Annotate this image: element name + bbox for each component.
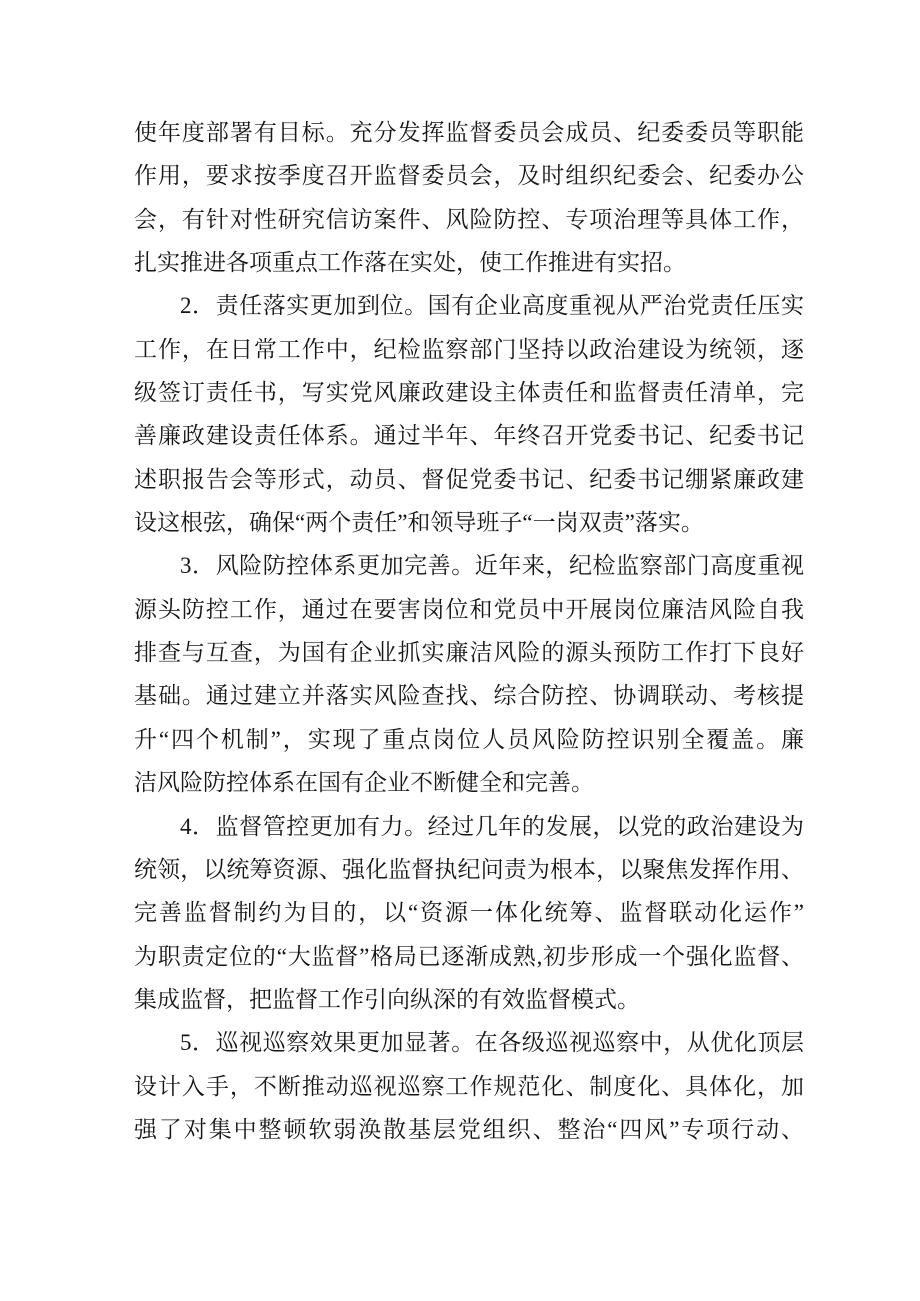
text-line: 设计入手，不断推动巡视巡察工作规范化、制度化、具体化，加 — [134, 1073, 804, 1099]
document-text-block — [134, 111, 804, 1151]
paragraph-2-responsibility — [134, 284, 804, 544]
text-line: 排查与互查，为国有企业抓实廉洁风险的源头预防工作打下良好 — [134, 640, 804, 666]
text-line: 述职报告会等形式，动员、督促党委书记、纪委书记绷紧廉政建 — [134, 466, 804, 492]
paragraph-3-risk-control — [134, 544, 804, 804]
text-line: 强了对集中整顿软弱涣散基层党组织、整治“四风”专项行动、 — [134, 1116, 804, 1142]
paragraph-5-inspection — [134, 1021, 804, 1151]
text-line: 5．巡视巡察效果更加显著。在各级巡视巡察中，从优化顶层 — [180, 1030, 804, 1056]
text-line: 为职责定位的“大监督”格局已逐渐成熟,初步形成一个强化监督、 — [134, 943, 804, 969]
text-line: 基础。通过建立并落实风险查找、综合防控、协调联动、考核提 — [134, 683, 804, 709]
text-line: 升“四个机制”，实现了重点岗位人员风险防控识别全覆盖。廉 — [134, 726, 804, 752]
text-line: 作用，要求按季度召开监督委员会，及时组织纪委会、纪委办公 — [134, 163, 804, 189]
paragraph-1-continuation — [134, 111, 804, 284]
text-line: 完善监督制约为目的，以“资源一体化统筹、监督联动化运作” — [134, 900, 804, 926]
text-line: 工作，在日常工作中，纪检监察部门坚持以政治建设为统领，逐 — [134, 336, 804, 362]
text-line: 2．责任落实更加到位。国有企业高度重视从严治党责任压实 — [180, 293, 804, 319]
text-line: 洁风险防控体系在国有企业不断健全和完善。 — [134, 770, 594, 796]
text-line: 级签订责任书，写实党风廉政建设主体责任和监督责任清单，完 — [134, 380, 804, 406]
text-line: 集成监督，把监督工作引向纵深的有效监督模式。 — [134, 986, 640, 1012]
text-line: 3．风险防控体系更加完善。近年来，纪检监察部门高度重视 — [180, 553, 804, 579]
text-line: 设这根弦，确保“两个责任”和领导班子“一岗双责”落实。 — [134, 510, 704, 536]
text-line: 统领，以统筹资源、强化监督执纪问责为根本，以聚焦发挥作用、 — [134, 856, 804, 882]
paragraph-4-supervision — [134, 805, 804, 1022]
text-line: 源头防控工作，通过在要害岗位和党员中开展岗位廉洁风险自我 — [134, 596, 804, 622]
text-line: 会，有针对性研究信访案件、风险防控、专项治理等具体工作， — [134, 206, 804, 232]
text-line: 善廉政建设责任体系。通过半年、年终召开党委书记、纪委书记 — [134, 423, 804, 449]
text-line: 4．监督管控更加有力。经过几年的发展，以党的政治建设为 — [180, 813, 804, 839]
text-line: 扎实推进各项重点工作落在实处，使工作推进有实招。 — [134, 250, 686, 276]
text-line: 使年度部署有目标。充分发挥监督委员会成员、纪委委员等职能 — [134, 120, 804, 145]
